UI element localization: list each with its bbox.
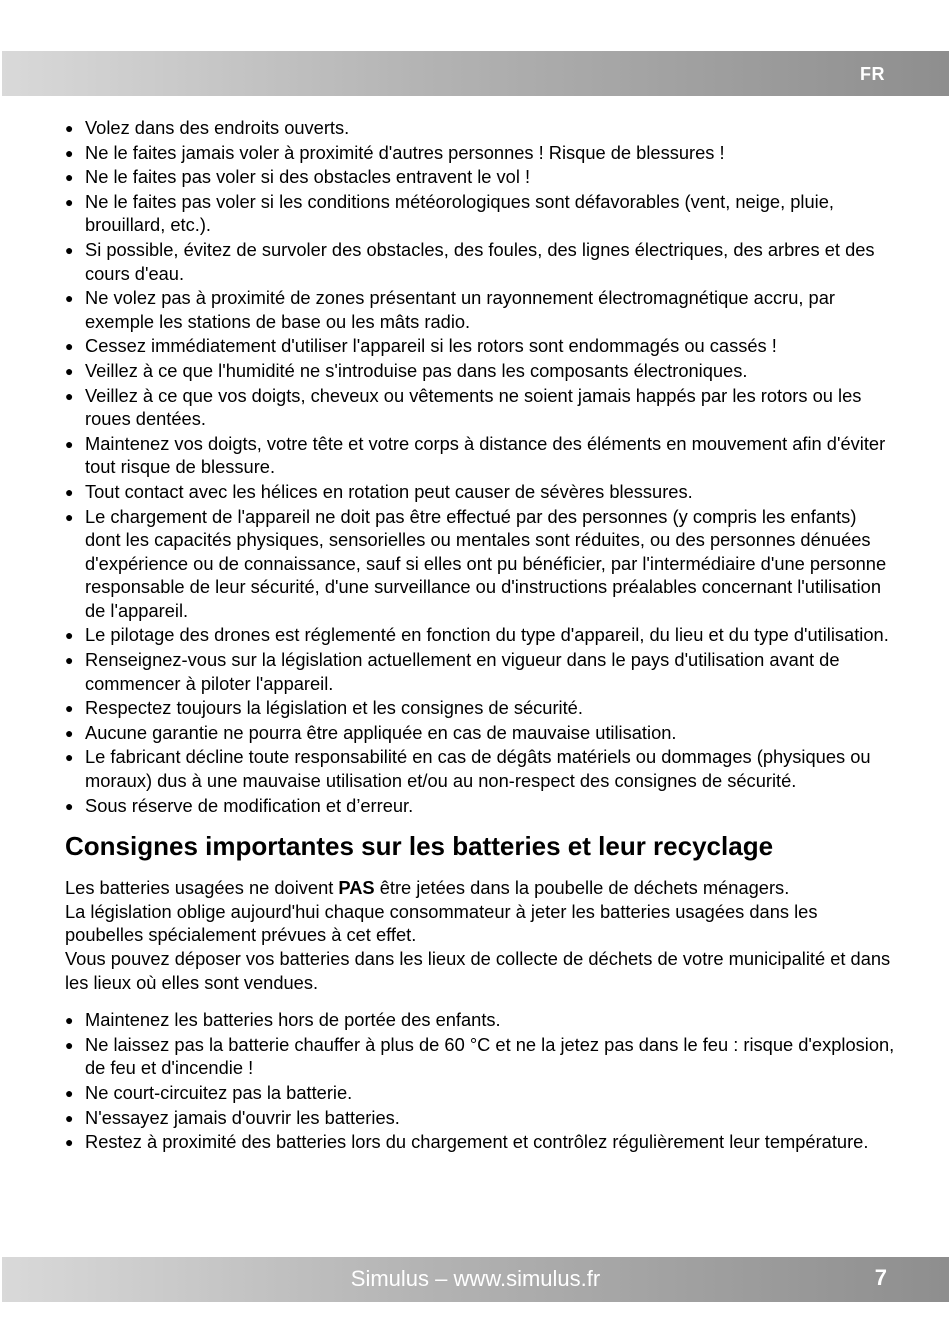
list-item (65, 696, 895, 720)
list-item (65, 141, 895, 165)
list-item-text: Maintenez les batteries hors de portée des enfants. (85, 1009, 501, 1031)
list-item (65, 432, 895, 479)
page-content (65, 116, 895, 1155)
bullet-icon: ● (65, 700, 74, 717)
battery-intro-text-after: être jetées dans la poubelle de déchets ménagers. (374, 877, 790, 899)
bullet-icon: ● (65, 169, 74, 186)
footer-bar (2, 1257, 949, 1302)
bullet-icon: ● (65, 362, 74, 379)
battery-legislation-paragraph: La législation oblige aujourd'hui chaque consommateur à jeter les batteries usagées dans les poubelles spécialement prévues à cet effet. (65, 900, 818, 946)
bullet-icon: ● (65, 290, 74, 307)
list-item (65, 334, 895, 358)
bullet-icon: ● (65, 338, 74, 355)
list-item (65, 359, 895, 383)
list-item (65, 745, 895, 792)
bullet-icon: ● (65, 120, 74, 136)
list-item-text: Sous réserve de modification et d’erreur. (85, 794, 414, 816)
bullet-icon: ● (65, 193, 74, 210)
list-item (65, 286, 895, 333)
list-item-text: Ne le faites pas voler si les conditions météorologiques sont défavorables (vent, neige, pluie, brouillard, etc.). (85, 190, 834, 236)
list-item-text: Aucune garantie ne pourra être appliquée en cas de mauvaise utilisation. (85, 721, 677, 743)
list-item (65, 165, 895, 189)
bullet-icon: ● (65, 1109, 74, 1126)
bullet-icon: ● (65, 1084, 74, 1101)
list-item (65, 1106, 895, 1130)
list-item-text: Tout contact avec les hélices en rotation peut causer de sévères blessures. (85, 480, 693, 502)
battery-instructions-list (65, 1008, 895, 1154)
page-number: 7 (874, 1265, 887, 1290)
list-item-text: Ne volez pas à proximité de zones présentant un rayonnement électromagnétique accru, par exemple les stations de base ou les mâts radio. (85, 287, 835, 332)
list-item-text: Restez à proximité des batteries lors du chargement et contrôlez régulièrement leur température. (85, 1131, 869, 1153)
bullet-icon: ● (65, 508, 74, 525)
bullet-icon: ● (65, 241, 74, 258)
list-item (65, 480, 895, 504)
battery-intro-text-before: Les batteries usagées ne doivent (65, 877, 339, 899)
list-item (65, 238, 895, 285)
list-item-text: Ne court-circuitez pas la batterie. (85, 1081, 353, 1103)
list-item-text: Veillez à ce que vos doigts, cheveux ou vêtements ne soient jamais happés par les rotors ou les roues dentées. (85, 384, 862, 430)
bullet-icon: ● (65, 1036, 74, 1053)
battery-intro-paragraph (65, 876, 895, 900)
list-item (65, 648, 895, 695)
list-item (65, 1008, 895, 1032)
list-item (65, 190, 895, 237)
list-item-text: Le fabricant décline toute responsabilité en cas de dégâts matériels ou dommages (physiques ou moraux) dus à une mauvaise utilisation et/ou au non-respect des consignes de sécurité. (85, 746, 871, 792)
list-item-text: Renseignez-vous sur la législation actuellement en vigueur dans le pays d'utilisation avant de commencer à piloter l'appareil. (85, 649, 840, 694)
bullet-icon: ● (65, 1134, 74, 1151)
list-item-text: Ne le faites pas voler si des obstacles entravent le vol ! (85, 166, 531, 188)
bullet-icon: ● (65, 1012, 74, 1029)
list-item (65, 505, 895, 623)
list-item-text: Cessez immédiatement d'utiliser l'appareil si les rotors sont endommagés ou cassés ! (85, 335, 777, 357)
bullet-icon: ● (65, 435, 74, 452)
footer-website-text: Simulus – www.simulus.fr (350, 1266, 601, 1291)
list-item (65, 1130, 895, 1154)
list-item-text: Le chargement de l'appareil ne doit pas être effectué par des personnes (y compris les enfants) dont les capacités physiques, sensorielles ou mentales sont réduites, ou des personnes dénuées d'expérience ou de connaissance, sauf si elles ont pu bénéficier, par l'intermédiaire d'une personne responsable de leur sécurité, d'une surveillance ou d'instructions préalables concernant l'utilisation de l'appareil. (85, 505, 887, 621)
battery-section-title: Consignes importantes sur les batteries et leur recyclage (65, 831, 774, 862)
bullet-icon: ● (65, 483, 74, 500)
header-bar (2, 51, 949, 96)
battery-collection-paragraph: Vous pouvez déposer vos batteries dans les lieux de collecte de déchets de votre municipalité et dans les lieux où elles sont vendues. (65, 948, 891, 993)
bullet-icon: ● (65, 797, 74, 814)
list-item (65, 623, 895, 647)
list-item-text: Ne le faites jamais voler à proximité d'autres personnes ! Risque de blessures ! (85, 141, 725, 163)
list-item-text: Volez dans des endroits ouverts. (85, 117, 350, 138)
safety-instructions-list (65, 116, 895, 817)
list-item-text: N'essayez jamais d'ouvrir les batteries. (85, 1106, 400, 1128)
bullet-icon: ● (65, 144, 74, 161)
bullet-icon: ● (65, 724, 74, 741)
bullet-icon: ● (65, 627, 74, 644)
list-item (65, 116, 895, 140)
list-item (65, 1033, 895, 1080)
list-item-text: Veillez à ce que l'humidité ne s'introduise pas dans les composants électroniques. (85, 359, 748, 381)
list-item-text: Si possible, évitez de survoler des obstacles, des foules, des lignes électriques, des arbres et des cours d'eau. (85, 238, 875, 284)
list-item-text: Ne laissez pas la batterie chauffer à plus de 60 °C et ne la jetez pas dans le feu : risque d'explosion, de feu et d'incendie ! (85, 1033, 895, 1079)
language-label: FR (860, 64, 885, 84)
bullet-icon: ● (65, 749, 74, 766)
list-item-text: Respectez toujours la législation et les consignes de sécurité. (85, 697, 583, 719)
list-item-text: Le pilotage des drones est réglementé en fonction du type d'appareil, du lieu et du type d'utilisation. (85, 624, 889, 646)
list-item-text: Maintenez vos doigts, votre tête et votre corps à distance des éléments en mouvement afin d'éviter tout risque de blessure. (85, 432, 886, 478)
list-item (65, 1081, 895, 1105)
list-item (65, 794, 895, 818)
battery-intro-bold: PAS (338, 877, 375, 899)
list-item (65, 384, 895, 431)
bullet-icon: ● (65, 387, 74, 404)
list-item (65, 721, 895, 745)
bullet-icon: ● (65, 652, 74, 669)
